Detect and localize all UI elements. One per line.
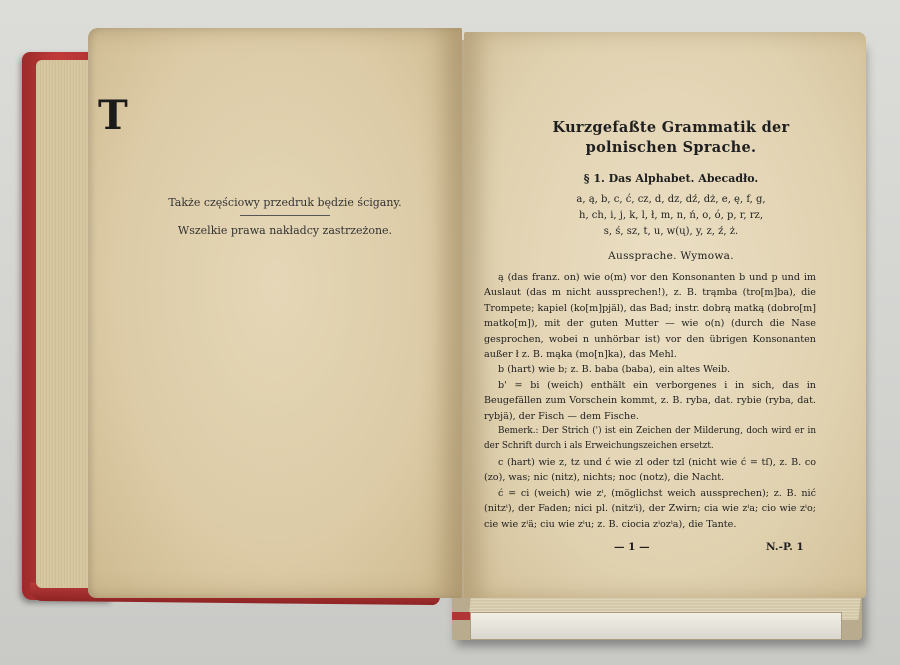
alphabet-line-3: s, ś, sz, t, u, w(ų), y, z, ź, ż. [603, 226, 739, 237]
page-title-line-2: polnischen Sprache. [585, 139, 757, 156]
alphabet-line-1: a, ą, b, c, ć, cz, d, dz, dź, dż, e, ę, f, g, [576, 194, 766, 205]
paragraph-c-soft: ć = ci (weich) wie zⁱ, (möglichst weich aussprechen); z. B. nić (nitzⁱ), der Faden; nici pl. (nitzⁱi), der Zwirn; cia wie zⁱa; cio wie zⁱo; cie wie zⁱä; ciu wie zⁱu; z. B. ciocia zⁱozⁱa), die Tante. [484, 487, 816, 530]
copyright-notice [130, 196, 440, 237]
paragraph-b-hard: b (hart) wie b; z. B. baba (baba), ein altes Weib. [498, 364, 731, 376]
alphabet-line-2: h, ch, i, j, k, l, ł, m, n, ń, o, ó, p, r, rz, [579, 210, 763, 221]
left-page [88, 28, 462, 598]
paragraph-a-nasal: ą (das franz. on) wie o(m) vor den Konsonanten b und p und im Auslaut (das m nicht aussprechen!), z. B. trąmba (tro[m]ba), die Trompete; kapiel (ko[m]pjäl), das Bad; instr. dobrą matką (dobro[m] matko[m]), mit der guten Mutter — wie o(n) (durch die Nase gesprochen, wobei n unhörbar ist) vor den übrigen Konsonanten außer ł z. B. mąka (mo[n]ka), das Mehl. [484, 272, 816, 361]
alphabet-list [486, 192, 856, 240]
paragraph-b-soft: b' = bi (weich) enthält ein verborgenes i in sich, das in Beugefällen zum Vorschein kommt, z. B. ryba, dat. rybie (ryba, dat. rybjä), der Fisch — dem Fische. [484, 379, 816, 422]
body-text [484, 270, 816, 532]
bottom-paper-strip [470, 612, 842, 640]
paragraph-c-hard: c (hart) wie z, tz und ć wie zl oder tzl (nicht wie ć = tſ), z. B. co (zo), was; nic (nitz), nichts; noc (notz), die Nacht. [484, 456, 816, 484]
page-title-line-1: Kurzgefaßte Grammatik der [552, 119, 790, 136]
page-title [486, 118, 856, 158]
section-heading: § 1. Das Alphabet. Abecadło. [583, 172, 759, 185]
copyright-line-2: Wszelkie prawa nakładcy zastrzeżone. [177, 224, 393, 237]
page-number: — 1 — [614, 541, 650, 553]
spine-mark: T [98, 92, 128, 139]
paragraph-remark: Bemerk.: Der Strich (') ist ein Zeichen der Milderung, doch wird er in der Schrift durch i als Erweichungszeichen ersetzt. [484, 426, 816, 452]
signature-mark: N.-P. 1 [766, 541, 804, 553]
copyright-divider [240, 215, 330, 216]
copyright-line-1: Także częściowy przedruk będzie ścigany. [168, 196, 402, 209]
pronunciation-heading: Aussprache. Wymowa. [608, 250, 734, 262]
